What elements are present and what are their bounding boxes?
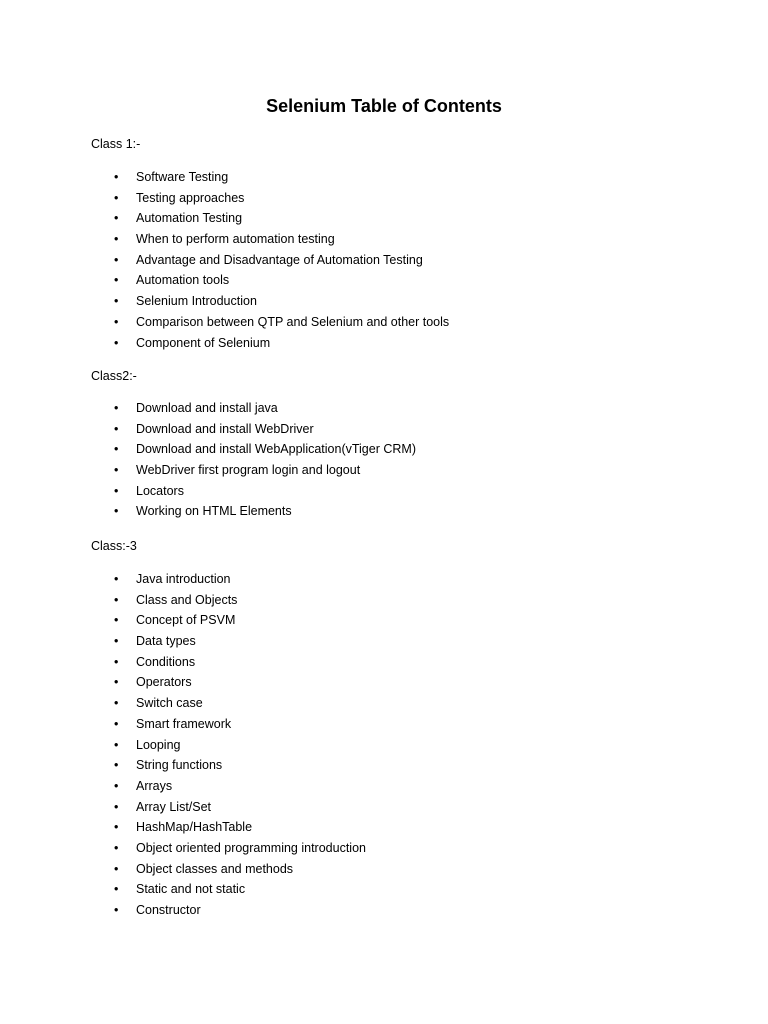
bullet-icon: • (114, 273, 119, 288)
list-item-text: Automation Testing (136, 211, 243, 226)
list-item-text: Working on HTML Elements (136, 504, 292, 519)
bullet-icon: • (114, 613, 119, 628)
section-heading-class-2: Class2:- (91, 369, 137, 383)
bullet-icon: • (114, 190, 119, 205)
bullet-icon: • (114, 696, 119, 711)
list-item-text: Switch case (136, 696, 203, 711)
list-item-text: Looping (136, 737, 181, 752)
section-heading-class-1: Class 1:- (91, 137, 141, 151)
list-item-text: HashMap/HashTable (136, 820, 253, 835)
list-item-text: Selenium Introduction (136, 294, 257, 309)
list-item-text: Array List/Set (136, 799, 212, 814)
bullet-icon: • (114, 903, 119, 917)
section-heading-class-3: Class:-3 (91, 539, 137, 553)
list-item-text: Testing approaches (136, 190, 245, 205)
list-item-text: Operators (136, 675, 192, 690)
document-title: Selenium Table of Contents (266, 96, 502, 116)
bullet-icon: • (114, 778, 119, 793)
bullet-icon: • (114, 504, 119, 519)
bullet-icon: • (114, 314, 119, 329)
bullet-icon: • (114, 716, 119, 731)
list-item-text: Smart framework (136, 716, 232, 731)
list-item-text: Locators (136, 483, 184, 498)
bullet-icon: • (114, 572, 119, 586)
list-item-text: Class and Objects (136, 592, 238, 607)
bullet-icon: • (114, 737, 119, 752)
list-item-text: Static and not static (136, 882, 246, 897)
bullet-icon: • (114, 211, 119, 226)
list-item-text: Download and install WebApplication(vTiger CRM) (136, 442, 416, 457)
list-item-text: Object classes and methods (136, 861, 294, 876)
bullet-icon: • (114, 592, 119, 607)
list-item-text: Java introduction (136, 572, 231, 586)
bullet-icon: • (114, 840, 119, 855)
bullet-icon: • (114, 401, 119, 415)
list-item-text: Advantage and Disadvantage of Automation Testing (136, 252, 423, 267)
bullet-icon: • (114, 170, 119, 184)
list-item-text: Data types (136, 634, 196, 649)
list-item-text: WebDriver first program login and logout (136, 463, 361, 478)
bullet-icon: • (114, 335, 119, 350)
bullet-icon: • (114, 634, 119, 649)
bullet-icon: • (114, 675, 119, 690)
bullet-icon: • (114, 758, 119, 773)
list-item-text: Component of Selenium (136, 335, 271, 350)
list-item-text: Download and install WebDriver (136, 421, 314, 436)
list-item-text: Software Testing (136, 170, 229, 184)
bullet-icon: • (114, 861, 119, 876)
bullet-icon: • (114, 421, 119, 436)
list-item-text: Automation tools (136, 273, 230, 288)
bullet-icon: • (114, 882, 119, 897)
list-item-text: Comparison between QTP and Selenium and other tools (136, 314, 450, 329)
list-item-text: Download and install java (136, 401, 278, 415)
list-item-text: Conditions (136, 654, 196, 669)
bullet-icon: • (114, 799, 119, 814)
list-item-text: String functions (136, 758, 223, 773)
bullet-icon: • (114, 294, 119, 309)
bullet-icon: • (114, 654, 119, 669)
list-item-text: When to perform automation testing (136, 232, 335, 247)
bullet-icon: • (114, 442, 119, 457)
list-item-text: Concept of PSVM (136, 613, 236, 628)
list-item-text: Arrays (136, 778, 173, 793)
bullet-icon: • (114, 252, 119, 267)
list-item-text: Object oriented programming introduction (136, 840, 366, 855)
bullet-icon: • (114, 463, 119, 478)
list-item-text: Constructor (136, 903, 201, 917)
bullet-icon: • (114, 232, 119, 247)
bullet-icon: • (114, 483, 119, 498)
bullet-icon: • (114, 820, 119, 835)
